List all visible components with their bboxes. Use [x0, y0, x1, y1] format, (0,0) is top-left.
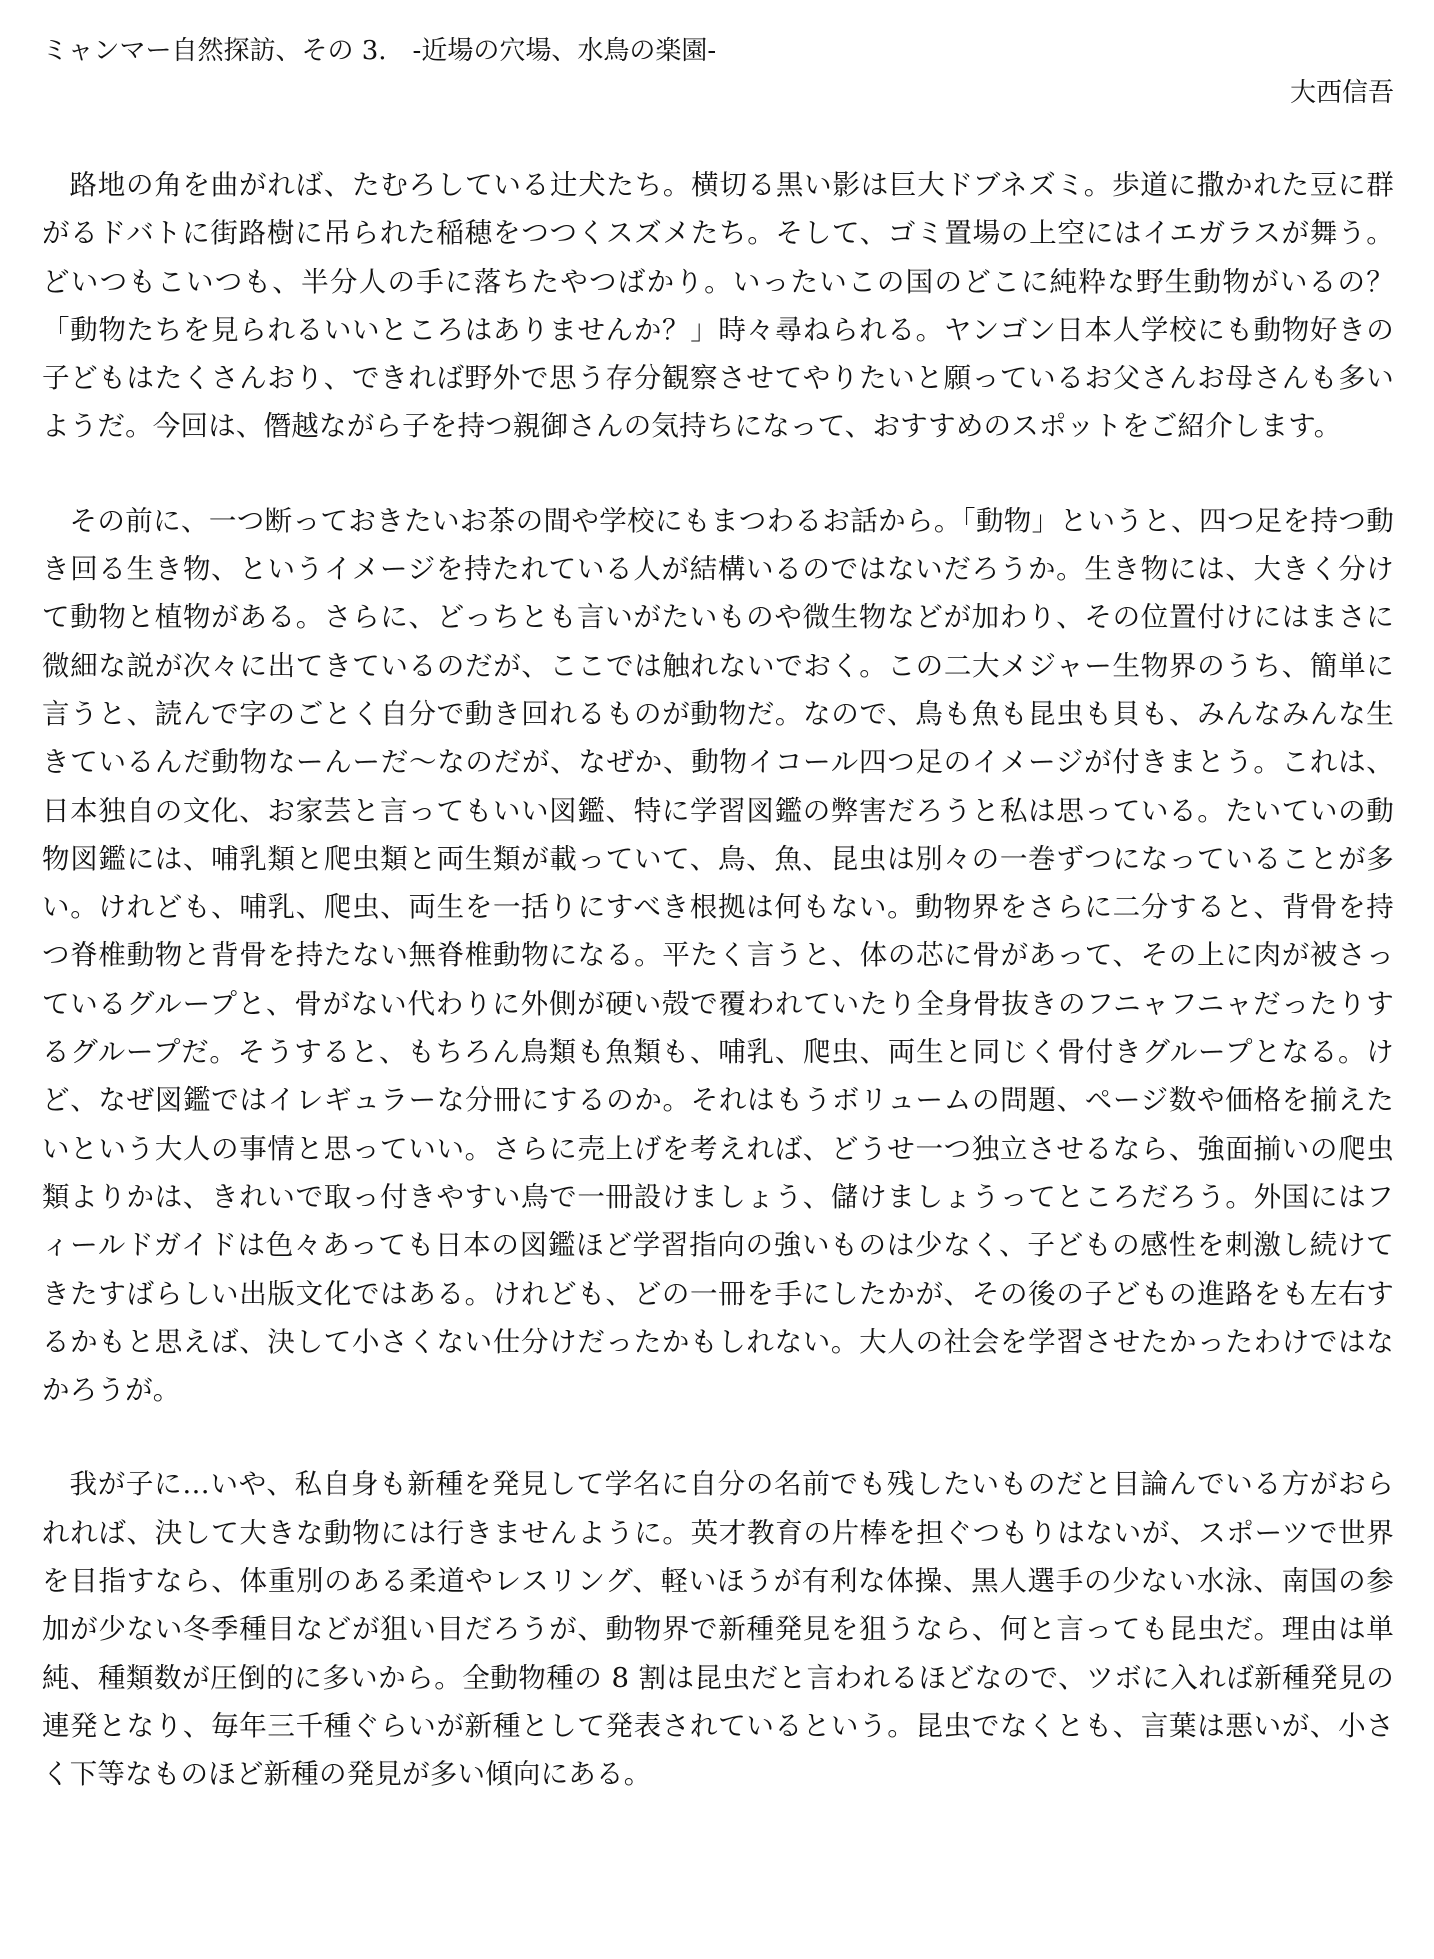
article-title: ミャンマー自然探訪、その 3. -近場の穴場、水鳥の楽園- — [42, 36, 717, 66]
paragraph-3: 我が子に…いや、私自身も新種を発見して学名に自分の名前でも残したいものだと目論んでいる方がおられれば、決して大きな動物には行きませんように。英才教育の片棒を担ぐつもりはないが、スポーツで世界を目指すなら、体重別のある柔道やレスリング、軽いほうが有利な体操、黒人選手の少ない水泳、南国の参加が少ない冬季種目などが狙い目だろうが、動物界で新種発見を狙うなら、何と言っても昆虫だ。理由は単純、種類数が圧倒的に多いから。全動物種の 8 割は昆虫だと言われるほどなので、ツボに入れば新種発見の連発となり、毎年三千種ぐらいが新種として発表されているという。昆虫でなくとも、言葉は悪いが、小さく下等なものほど新種の発見が多い傾向にある。 — [42, 1468, 1394, 1791]
author-name: 大西信吾 — [1289, 78, 1394, 108]
paragraph-2: その前に、一つ断っておきたいお茶の間や学校にもまつわるお話から。「動物」というと、四つ足を持つ動き回る生き物、というイメージを持たれている人が結構いるのではないだろうか。生き物には、大きく分けて動物と植物がある。さらに、どっちとも言いがたいものや微生物などが加わり、その位置付けにはまさに微細な説が次々に出てきているのだが、ここでは触れないでおく。この二大メジャー生物界のうち、簡単に言うと、読んで字のごとく自分で動き回れるものが動物だ。なので、鳥も魚も昆虫も貝も、みんなみんな生きているんだ動物なーんーだ～なのだが、なぜか、動物イコール四つ足のイメージが付きまとう。これは、日本独自の文化、お家芸と言ってもいい図鑑、特に学習図鑑の弊害だろうと私は思っている。たいていの動物図鑑には、哺乳類と爬虫類と両生類が載っていて、鳥、魚、昆虫は別々の一巻ずつになっていることが多い。けれども、哺乳、爬虫、両生を一括りにすべき根拠は何もない。動物界をさらに二分すると、背骨を持つ脊椎動物と背骨を持たない無脊椎動物になる。平たく言うと、体の芯に骨があって、その上に肉が被さっているグループと、骨がない代わりに外側が硬い殻で覆われていたり全身骨抜きのフニャフニャだったりするグループだ。そうすると、もちろん鳥類も魚類も、哺乳、爬虫、両生と同じく骨付きグループとなる。けど、なぜ図鑑ではイレギュラーな分冊にするのか。それはもうボリュームの問題、ページ数や価格を揃えたいという大人の事情と思っていい。さらに売上げを考えれば、どうせ一つ独立させるなら、強面揃いの爬虫類よりかは、きれいで取っ付きやすい鳥で一冊設けましょう、儲けましょうってところだろう。外国にはフィールドガイドは色々あっても日本の図鑑ほど学習指向の強いものは少なく、子どもの感性を刺激し続けてきたすばらしい出版文化ではある。けれども、どの一冊を手にしたかが、その後の子どもの進路をも左右するかもと思えば、決して小さくない仕分けだったかもしれない。大人の社会を学習させたかったわけではなかろうが。 — [42, 504, 1394, 1407]
document-page — [42, 30, 1394, 1799]
paragraph-1: 路地の角を曲がれば、たむろしている辻犬たち。横切る黒い影は巨大ドブネズミ。歩道に撒かれた豆に群がるドバトに街路樹に吊られた稲穂をつつくスズメたち。そして、ゴミ置場の上空にはイエガラスが舞う。どいつもこいつも、半分人の手に落ちたやつばかり。いったいこの国のどこに純粋な野生動物がいるの？「動物たちを見られるいいところはありませんか？」時々尋ねられる。ヤンゴン日本人学校にも動物好きの子どもはたくさんおり、できれば野外で思う存分観察させてやりたいと願っているお父さんお母さんも多いようだ。今回は、僭越ながら子を持つ親御さんの気持ちになって、おすすめのスポットをご紹介します。 — [42, 169, 1394, 443]
